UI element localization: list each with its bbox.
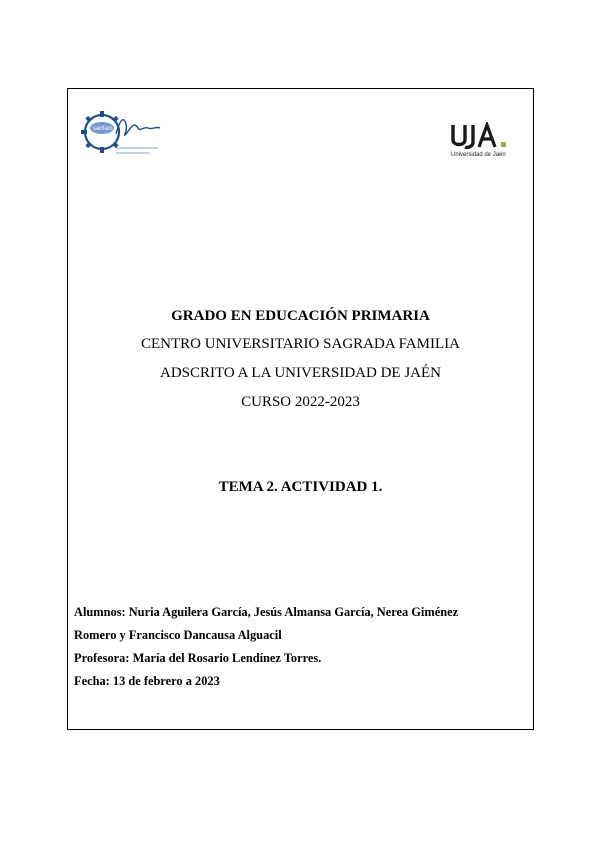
- students-line-2: Romero y Francisco Dancausa Alguacil: [74, 628, 282, 642]
- gear-logo-icon: [76, 104, 166, 164]
- degree-title: GRADO EN EDUCACIÓN PRIMARIA: [171, 308, 430, 324]
- uja-subtitle: Universidad de Jaén: [451, 152, 506, 158]
- professor-line: Profesora: María del Rosario Lendínez Torres.: [74, 651, 322, 665]
- cover-frame: [67, 88, 534, 730]
- uja-logo: [451, 122, 513, 164]
- title-block: [68, 302, 533, 417]
- sagrada-familia-logo: [76, 104, 166, 164]
- date-line: Fecha: 13 de febrero a 2023: [74, 674, 220, 688]
- uja-logo-text: [451, 122, 506, 155]
- students-line-1: Alumnos: Nuria Aguilera García, Jesús Almansa García, Nerea Giménez: [74, 605, 459, 619]
- course-title: CURSO 2022-2023: [241, 394, 360, 410]
- uja-letters-icon: [451, 122, 506, 150]
- affiliation-title: ADSCRITO A LA UNIVERSIDAD DE JAÉN: [160, 365, 441, 381]
- center-title: CENTRO UNIVERSITARIO SAGRADA FAMILIA: [141, 336, 460, 352]
- uja-green-dot: [501, 142, 506, 147]
- info-block: [74, 601, 527, 693]
- activity-title: TEMA 2. ACTIVIDAD 1.: [218, 479, 383, 495]
- logo-inner-text: sanfam: [93, 126, 113, 132]
